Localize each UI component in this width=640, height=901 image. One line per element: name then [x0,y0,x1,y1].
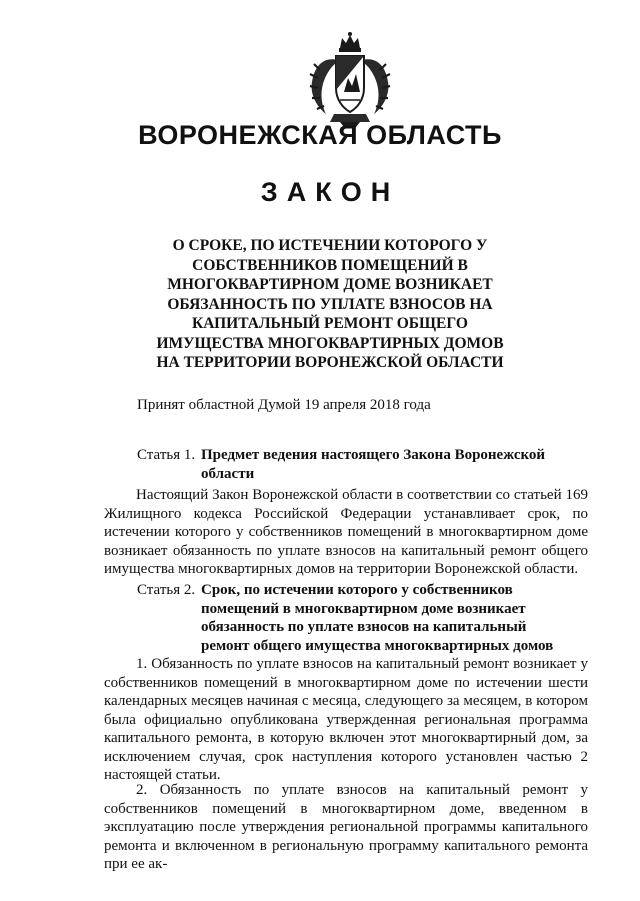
article-1-title: Предмет ведения настоящего Закона Воронежской области [201,447,546,482]
article-2-paragraph-1: 1. Обязанность по уплате взносов на капитальный ремонт возникает у собственников помещений в многоквартирном доме по истечении шести календарных месяцев начиная с месяца, следующего за месяцем, в котором была официально опубликована утвержденная региональная программа капитального ремонта, в которую включен этот многоквартирный дом, за исключением случая, срок наступления которого установлен частью 2 настоящей статьи. [104,656,588,783]
article-1-label: Статья 1. [137,447,196,463]
article-2-title: Срок, по истечении которого у собственников помещений в многоквартирном доме возникает обязанность по уплате взносов на капитальный ремонт общего имущества многоквартирных домов [201,582,554,654]
adoption-date-line: Принят областной Думой 19 апреля 2018 года [137,397,431,413]
coat-of-arms-icon [300,30,400,130]
law-title: О СРОКЕ, ПО ИСТЕЧЕНИИ КОТОРОГО У СОБСТВЕННИКОВ ПОМЕЩЕНИЙ В МНОГОКВАРТИРНОМ ДОМЕ ВОЗНИКАЕТ ОБЯЗАННОСТЬ ПО УПЛАТЕ ВЗНОСОВ НА КАПИТАЛЬНЫЙ РЕМОНТ ОБЩЕГО ИМУЩЕСТВА МНОГОКВАРТИРНЫХ ДОМОВ НА ТЕРРИТОРИИ ВОРОНЕЖСКОЙ ОБЛАСТИ [156,237,504,371]
article-1-paragraph-1: Настоящий Закон Воронежской области в соответствии со статьей 169 Жилищного кодекса Российской Федерации устанавливает срок, по истечении которого у собственников помещений в многоквартирном доме возникает обязанность по уплате взносов на капитальный ремонт общего имущества многоквартирных домов на территории Воронежской области. [104,487,588,577]
article-2-paragraph-2: 2. Обязанность по уплате взносов на капитальный ремонт у собственников помещений в многоквартирном доме, введенном в эксплуатацию после утверждения региональной программы капитального ремонта и включенном в региональную программу капитального ремонта при ее ак- [104,782,588,872]
article-2-label: Статья 2. [137,582,196,598]
region-name: ВОРОНЕЖСКАЯ ОБЛАСТЬ [138,120,502,150]
document-type: ЗАКОН [260,177,400,207]
